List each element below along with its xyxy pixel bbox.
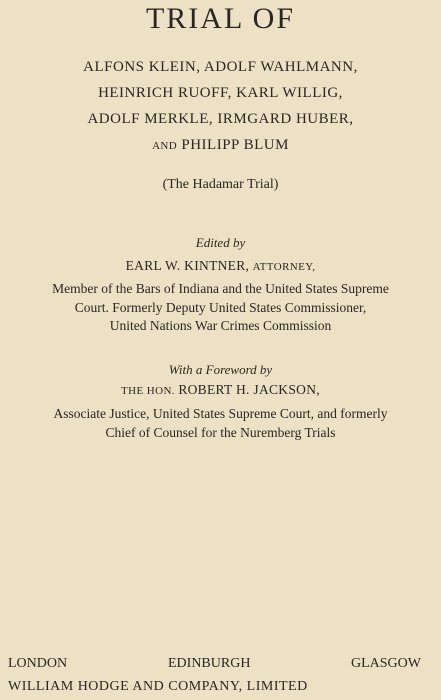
editor-credentials-line-3: United Nations War Crimes Commission <box>109 318 332 333</box>
defendants-line-4 <box>0 136 441 156</box>
editor-credentials-line-1: Member of the Bars of Indiana and the United States Supreme <box>52 281 389 296</box>
foreword-author-name: ROBERT H. JACKSON, <box>178 382 320 397</box>
and-word: AND <box>152 140 178 152</box>
editor-credentials-line-2: Court. Formerly Deputy United States Commissioner, <box>74 300 367 315</box>
foreword-honorific: THE HON. <box>121 385 175 397</box>
editor-role: ATTORNEY, <box>252 261 316 273</box>
subtitle: (The Hadamar Trial) <box>162 177 279 192</box>
publisher-name: WILLIAM HODGE AND COMPANY, LIMITED <box>8 679 308 694</box>
foreword-credentials-line-1: Associate Justice, United States Supreme Court, and formerly <box>53 406 388 421</box>
defendants-line-2: HEINRICH RUOFF, KARL WILLIG, <box>98 85 343 101</box>
foreword-label: With a Foreword by <box>168 362 273 377</box>
defendants-line-3: ADOLF MERKLE, IRMGARD HUBER, <box>87 111 354 127</box>
editor-name-line <box>0 257 441 276</box>
edited-by-label: Edited by <box>195 235 246 250</box>
imprint-city-glasgow: GLASGOW <box>351 656 421 671</box>
editor-name: EARL W. KINTNER, <box>125 258 250 273</box>
defendants-line-1: ALFONS KLEIN, ADOLF WAHLMANN, <box>83 59 358 75</box>
foreword-author-line <box>0 381 441 400</box>
foreword-credentials-line-2: Chief of Counsel for the Nuremberg Trials <box>105 425 336 440</box>
imprint-city-london: LONDON <box>8 656 68 671</box>
book-title: TRIAL OF <box>145 2 296 35</box>
defendant-last-name: PHILIPP BLUM <box>181 137 289 153</box>
imprint-city-edinburgh: EDINBURGH <box>168 656 251 671</box>
